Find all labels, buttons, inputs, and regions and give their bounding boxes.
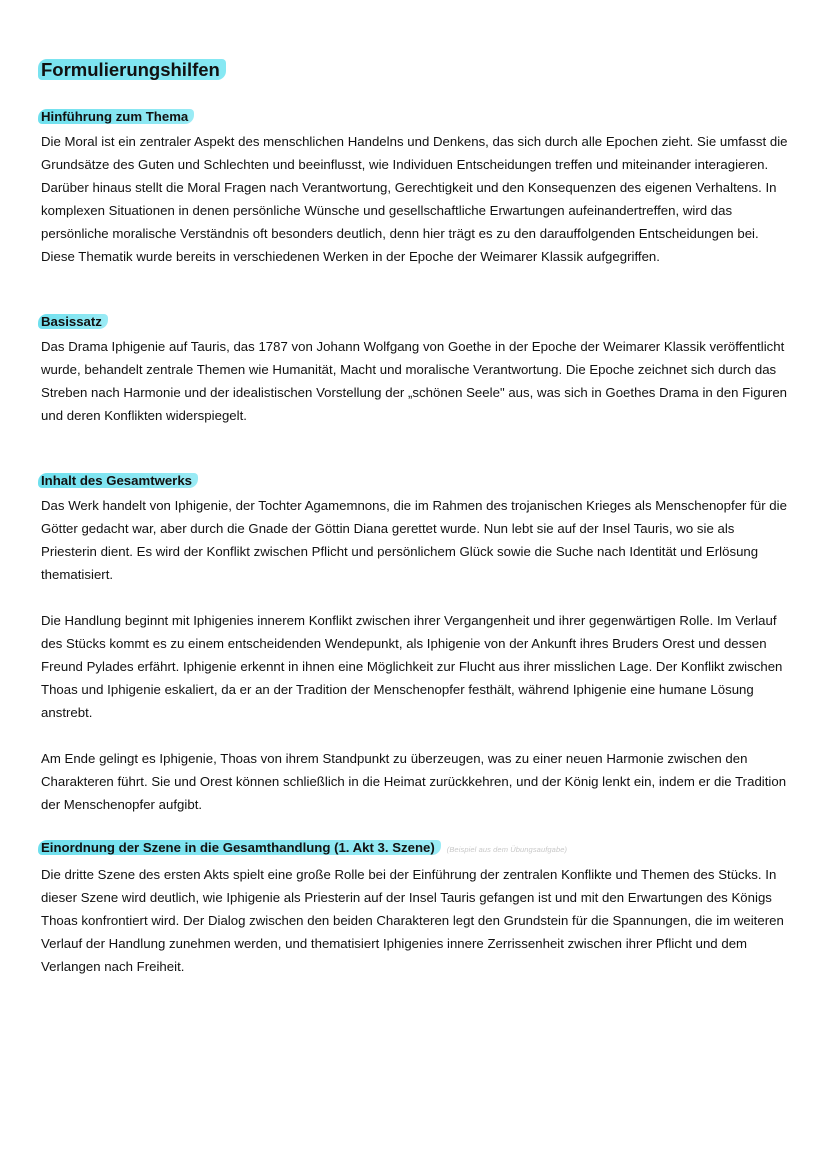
section-paragraph: Am Ende gelingt es Iphigenie, Thoas von ihrem Standpunkt zu überzeugen, was zu einer neuen Harmonie zwischen den Charakteren führt. Sie und Orest können schließlich in die Heimat zurückkehren, und der König lenkt ein, indem er die Tradition der Menschenopfer aufgibt.: [41, 751, 787, 812]
document-page: [41, 58, 791, 978]
section-einordnung: [41, 839, 791, 978]
section-heading-text: Hinführung zum Thema: [38, 109, 194, 124]
section-paragraph: Das Werk handelt von Iphigenie, der Tochter Agamemnons, die im Rahmen des trojanischen Krieges als Menschenopfer für die Götter gedacht war, aber durch die Gnade der Göttin Diana gerettet wurde. Nun lebt sie auf der Insel Tauris, wo sie als Priesterin dient. Es wird der Konflikt zwischen Pflicht und persönlichem Glück sowie die Suche nach Identität und Erlösung thematisiert.: [41, 498, 787, 582]
page-title-text: Formulierungshilfen: [38, 59, 226, 80]
spacer: [41, 586, 791, 609]
section-heading: [41, 472, 791, 490]
section-paragraph: Die dritte Szene des ersten Akts spielt eine große Rolle bei der Einführung der zentralen Konflikte und Themen des Stücks. In dieser Szene wird deutlich, wie Iphigenie als Priesterin auf der Insel Tauris gefangen ist und mit den Erwartungen des Königs Thoas konfrontiert wird. Der Dialog zwischen den beiden Charakteren legt den Grundstein für die Spannungen, die im weiteren Verlauf der Handlung zunehmen werden, und thematisiert Iphigenies innere Zerrissenheit zwischen ihrer Pflicht und dem Verlangen nach Freiheit.: [41, 867, 784, 974]
spacer: [41, 724, 791, 747]
spacer: [41, 816, 791, 839]
spacer: [41, 427, 791, 472]
section-note: (Beispiel aus dem Übungsaufgabe): [446, 845, 568, 854]
section-heading-text: Basissatz: [38, 314, 108, 329]
section-basissatz: [41, 313, 791, 427]
section-heading-text: Einordnung der Szene in die Gesamthandlung (1. Akt 3. Szene): [38, 840, 441, 855]
section-hinfuehrung: [41, 108, 791, 268]
section-paragraph: Das Drama Iphigenie auf Tauris, das 1787 von Johann Wolfgang von Goethe in der Epoche der Weimarer Klassik veröffentlicht wurde, behandelt zentrale Themen wie Humanität, Macht und moralische Verantwortung. Die Epoche zeichnet sich durch das Streben nach Harmonie und der idealistischen Vorstellung der „schönen Seele" aus, was sich in Goethes Drama in den Figuren und deren Konflikten widerspiegelt.: [41, 339, 788, 423]
section-inhalt: [41, 472, 791, 816]
section-heading: [41, 313, 791, 331]
section-heading: [41, 108, 791, 126]
section-paragraph: Die Moral ist ein zentraler Aspekt des menschlichen Handelns und Denkens, das sich durch alle Epochen zieht. Sie umfasst die Grundsätze des Guten und Schlechten und beeinflusst, wie Individuen Entscheidungen treffen und miteinander interagieren. Darüber hinaus stellt die Moral Fragen nach Verantwortung, Gerechtigkeit und den Konsequenzen des eigenen Verhaltens. In komplexen Situationen in denen persönliche Wünsche und gesellschaftliche Erwartungen aufeinandertreffen, wird das persönliche moralische Verständnis oft besonders deutlich, denn hier trägt es zu den darauffolgenden Entscheidungen bei. Diese Thematik wurde bereits in verschiedenen Werken in der Epoche der Weimarer Klassik aufgegriffen.: [41, 134, 788, 264]
section-heading: [41, 839, 791, 859]
section-paragraph: Die Handlung beginnt mit Iphigenies innerem Konflikt zwischen ihrer Vergangenheit und ihrer gegenwärtigen Rolle. Im Verlauf des Stücks kommt es zu einem entscheidenden Wendepunkt, als Iphigenie von der Ankunft ihres Bruders Orest und dessen Freund Pylades erfährt. Iphigenie erkennt in ihnen eine Möglichkeit zur Flucht aus ihrer misslichen Lage. Der Konflikt zwischen Thoas und Iphigenie eskaliert, da er an der Tradition der Menschenopfer festhält, während Iphigenie eine humane Lösung anstrebt.: [41, 613, 783, 720]
spacer: [41, 268, 791, 313]
section-heading-text: Inhalt des Gesamtwerks: [38, 473, 198, 488]
page-title: [41, 58, 791, 82]
